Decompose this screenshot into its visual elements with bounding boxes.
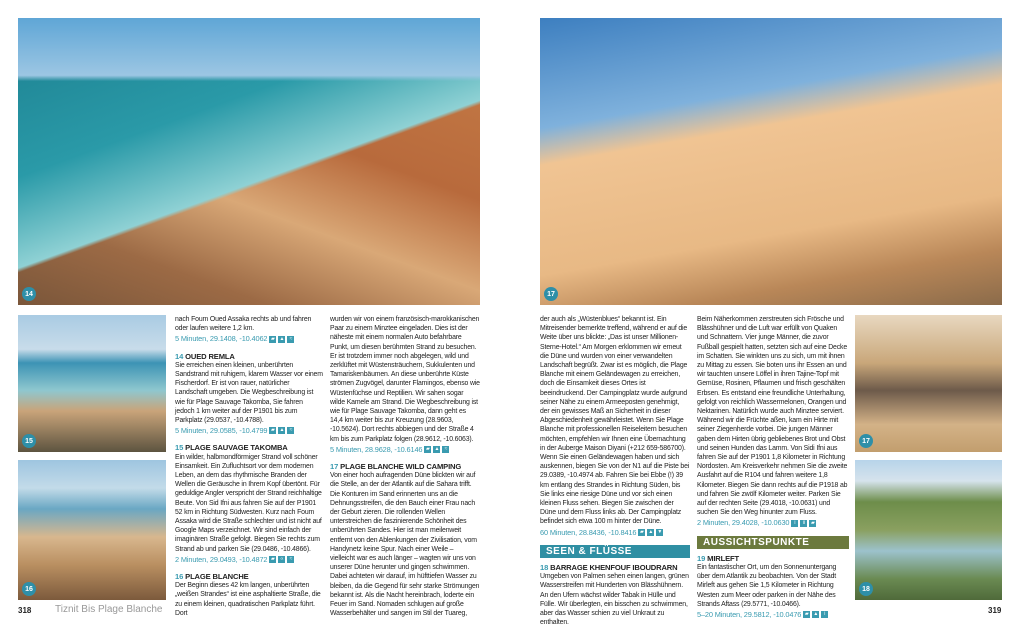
- photo-number-badge: 15: [22, 434, 36, 448]
- tent-icon: ▼: [657, 528, 663, 535]
- swim-icon: ≈: [442, 446, 449, 453]
- entry-title: BARRAGE KHENFOUF IBOUDRARN: [550, 563, 678, 573]
- photo-number-badge: 17: [859, 434, 873, 448]
- car-icon: ▰: [271, 335, 275, 342]
- photo-number-badge: 16: [22, 582, 36, 596]
- body-paragraph: Ein wilder, halbmondförmiger Strand voll schöner Einsamkeit. Ein Zufluchtsort vor dem modernen Leben, an dem das rhythmische Branden der Wellen die Geräusche in Ihrem Kopf übertönt. Für geduldige Angler verspricht der Strand reichhaltige Beute. Von Sid Ifni aus fahren Sie auf der P1901 52 km in Richtung Südwesten. Kurz nach Foum Assaka wird die Straße schlechter und ist nicht auf Google Maps verzeichnet. Wir sind einfach der imaginären Straße gefolgt. Biegen Sie rechts zum Strand ab und parken Sie (29.0486, -10.4866).: [175, 453, 322, 553]
- entry-heading: [330, 462, 480, 471]
- entry-heading: [175, 443, 323, 452]
- duration-coordinates: 60 Minuten, 28.8436, -10.8416: [540, 527, 637, 537]
- car-icon: ▰: [426, 445, 430, 452]
- entry-number: 15: [175, 443, 184, 453]
- photo-number-badge: 14: [22, 287, 36, 301]
- entry-heading: [175, 352, 323, 361]
- duration-coordinates: 5–20 Minuten, 29.5812, -10.0476: [697, 610, 802, 620]
- entry-number: 18: [540, 563, 549, 573]
- hike-icon: ▲: [279, 427, 285, 434]
- entry-heading: [697, 554, 849, 563]
- body-paragraph: Umgeben von Palmen sehen einen langen, grünen Wasserstreifen mit Hunderten von Blässhühnern. An den Ufern wächst wilder Tabak in Hülle und Fülle. Wir überlegten, ein bisschen zu schwimmen, aber das Wasser schien zu viel Unkraut zu enthalten.: [540, 573, 689, 627]
- hike-icon: ▲: [434, 445, 440, 452]
- body-paragraph: der auch als „Wüstenblues“ bekannt ist. Ein Mitreisender bemerkte treffend, während er auf die Weite über uns blickte: „Das ist unser Millionen-Sterne-Hotel.“ Am Morgen erklommen wir erneut die Düne und wurden von einer verwandelten Landschaft begrüßt. Zwar ist es möglich, die Plage Blanche mit einem Geländewagen zu erreichen, doch die Einsamkeit dieses Ortes ist beeindruckend. Der Campingplatz wurde aufgrund seiner Nähe zu einem Armeeposten genehmigt, der ein gewisses Maß an Sicherheit in dieser Abgeschiedenheit gewährleistet. Wenn Sie Plage Blanche mit professionellen Reiseleitern besuchen möchten, empfehlen wir Ihnen eine Übernachtung in der Auberge Maison Diyani (+212 659-586700). Wenn Sie einen Geländewagen haben und sich auskennen, biegen Sie von der N1 auf die Piste bei 29.0389, -10.4974 ab. Fahren Sie bei Ebbe (!) 39 km entlang des Strandes in Richtung Süden, bis Sie links eine riesige Düne und vor sich einen kleinen Fluss sehen. Biegen Sie zwischen der Düne und dem Fluss links ab. Der Campingplatz befindet sich etwa 100 m hinter der Düne.: [540, 316, 690, 526]
- photo-number-badge: 18: [859, 582, 873, 596]
- page-number-right: 319: [988, 606, 1002, 615]
- text-column-4: [697, 315, 849, 627]
- chapter-title: Tiznit Bis Plage Blanche: [55, 604, 163, 615]
- page-number-left: 318: [18, 606, 32, 615]
- swim-icon: ≈: [287, 336, 294, 343]
- section-heading: SEEN & FLÜSSE: [540, 545, 690, 558]
- section-heading: AUSSICHTSPUNKTE: [697, 536, 849, 549]
- body-paragraph: Sie erreichen einen kleinen, unberührten Sandstrand mit ruhigem, klarem Wasser vor einem Fischerdorf. Er ist von rauer, natürlicher Landschaft umgeben. Die Wegbeschreibung ist wie für Plage Sauvage Takomba, Sie fahren jedoch 1 km weiter auf der P1901 bis zum Parkplatz (29.0537, -10.4788).: [175, 361, 323, 425]
- photo-17-group: [855, 315, 1002, 452]
- entry-number: 17: [330, 462, 339, 472]
- entry-heading: [175, 572, 323, 581]
- body-paragraph: Ein fantastischer Ort, um den Sonnenuntergang über dem Atlantik zu beobachten. Von der Stadt Mirleft aus gehen Sie 1,5 Kilometer in Richtung Westen zum Meer oder parken in der Nähe des Strands Aftass (29.5771, -10.0466).: [697, 564, 837, 608]
- walk-icon: i: [821, 611, 828, 618]
- location-info: [330, 445, 480, 454]
- location-info: [697, 518, 849, 527]
- car-icon: ▰: [271, 555, 275, 562]
- location-info: [175, 555, 323, 564]
- photo-15-beach-aerial: [18, 315, 166, 452]
- family-icon: ii: [800, 520, 807, 527]
- swim-icon: ≈: [287, 427, 294, 434]
- body-paragraph: nach Foum Oued Assaka rechts ab und fahren oder laufen weitere 1,2 km.: [175, 316, 312, 333]
- entry-heading: [540, 563, 690, 572]
- entry-title: MIRLEFT: [707, 553, 740, 563]
- duration-coordinates: 5 Minuten, 28.9628, -10.6146: [330, 444, 423, 454]
- hike-icon: ▲: [813, 611, 819, 618]
- duration-coordinates: 2 Minuten, 29.0493, -10.4872: [175, 554, 268, 564]
- car-icon: ▰: [804, 611, 809, 618]
- text-column-2: [330, 315, 480, 619]
- hike-icon: ▲: [648, 528, 654, 535]
- photo-number-badge: 17: [544, 287, 558, 301]
- photo-18-river: [855, 460, 1002, 600]
- fish-icon: ∝: [280, 555, 284, 562]
- entry-title: PLAGE SAUVAGE TAKOMBA: [185, 443, 288, 453]
- duration-coordinates: 5 Minuten, 29.0585, -10.4799: [175, 426, 268, 436]
- hike-icon: ▲: [279, 335, 285, 342]
- swim-icon: ≈: [287, 556, 294, 563]
- photo-16-white-beach: [18, 460, 166, 600]
- text-column-1: [175, 315, 323, 618]
- photo-17-dunes: [540, 18, 1002, 305]
- walk-icon: i: [791, 520, 798, 527]
- body-paragraph: Von einer hoch aufragenden Düne blickten wir auf die Stelle, an der der Atlantik auf die Sahara trifft. Die Konturen im Sand erinnerten uns an die Dehnungsstreifen, die den Bauch einer Frau nach der Geburt zieren. Die rollenden Wellen unterstreichen die faszinierende Schönheit des unberührten Sandes. Hier ist man meilenweit entfernt von den Ablenkungen der Zivilisation, vom Handynetz keine Spur. Nach einer Weile – vielleicht war es auch länger – wagten wir uns von unserer Düne herunter und gingen schwimmen. Dabei achteten wir darauf, im hüfttiefen Wasser zu bleiben, da die Gegend für sehr starke Strömungen bekannt ist. Als die Nacht hereinbrach, loderte ein Feuer im Sand. Nomaden schlugen auf große Wasserbehälter und sangen im Stil der Tuareg,: [330, 472, 480, 618]
- photo-14-coast-cliffs: [18, 18, 480, 305]
- entry-number: 16: [175, 572, 184, 582]
- entry-number: 14: [175, 351, 184, 361]
- car-icon: ▰: [271, 427, 275, 434]
- body-paragraph: wurden wir von einem französisch-marokkanischen Paar zu einem Minztee eingeladen. Dies ist der näheste mit einem normalen Auto befahrbare Punkt, um diesen berühmten Strand zu besuchen. Er ist trotzdem immer noch abgelegen, wild und zerklüftet mit Wüstensträuchern, Sukkulenten und Tamariskenbäumen. An diese unberührte Küste strömen Zugvögel, darunter Flamingos, ebenso wie Wüstenfüchse und Reptilien. Wir sahen sogar wilde Kamele am Strand. Die Wegbeschreibung ist wie für Plage Sauvage Takomba, dann geht es 14,4 km weiter bis zur Kreuzung (28.9603, -10.5624). Dort rechts abbiegen und der Straße 4 km bis zum Parkplatz folgen (28.9612, -10.6063).: [330, 316, 480, 443]
- entry-title: OUED REMLA: [185, 351, 235, 361]
- entry-number: 19: [697, 553, 706, 563]
- body-paragraph: Der Beginn dieses 42 km langen, unberührten „weißen Strandes“ ist eine asphaltierte Straße, die zu einem kleinen, quadratischen Parkplatz führt. Dort: [175, 582, 321, 617]
- location-info: [540, 528, 690, 537]
- car-icon: ▰: [639, 528, 644, 535]
- location-info: [175, 426, 323, 435]
- entry-title: PLAGE BLANCHE WILD CAMPING: [340, 462, 462, 472]
- duration-coordinates: 2 Minuten, 29.4028, -10.0630: [697, 518, 790, 528]
- location-info: [175, 334, 323, 343]
- body-paragraph: Beim Näherkommen zerstreuten sich Frösche und Blässhühner und die Luft war erfüllt von Quaken und Schnattern. Vier junge Männer, die zuvor Fußball gespielt hatten, setzten sich auf eine Decke im Schatten. Sie winkten uns zu sich, um mit ihnen zu Mittag zu essen. Sie boten uns ihr Essen an und wir tauchten unsere Löffel in ihren Tajine-Topf mit Gemüse, Rosinen, Pflaumen und frisch geschälten Erbsen. Es entstand eine freundliche Unterhaltung, gefolgt von reichlich Wassermelonen, Orangen und Nektarinen. Natürlich wurde auch Minztee serviert. Während wir die Früchte aßen, kam ein Hirte mit seiner Ziegenherde vorbei. Die jungen Männer gaben dem Hirten übrig gebliebenes Brot und Obst und seinen Hunden das Lamm. Von Sidi Ifni aus fahren Sie auf der P1901 1,8 Kilometer in Richtung Nordosten. Am Kreisverkehr nehmen Sie die zweite Ausfahrt auf die R104 und fahren weitere 1,8 Kilometer. Biegen Sie dann rechts auf die P1918 ab und fahren Sie zwölf Kilometer weiter. Parken Sie auf der rechten Seite (29.4018, -10.0631) und suchen Sie den Weg hinunter zum Fluss.: [697, 316, 848, 517]
- duration-coordinates: 5 Minuten, 29.1408, -10.4062: [175, 334, 268, 344]
- car-icon: ▰: [811, 519, 815, 526]
- location-info: [697, 610, 849, 619]
- entry-title: PLAGE BLANCHE: [185, 572, 249, 582]
- text-column-3: [540, 315, 690, 628]
